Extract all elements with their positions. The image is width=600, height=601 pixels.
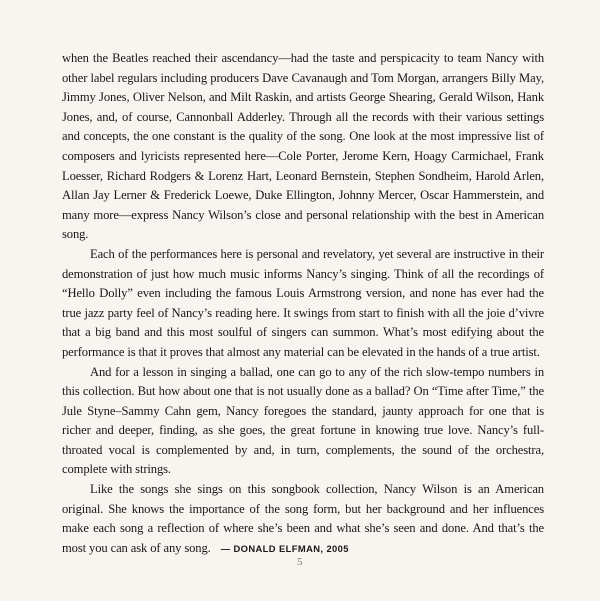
author-signature: — DONALD ELFMAN, 2005 — [220, 542, 349, 554]
paragraph-4-text: Like the songs she sings on this songbook collection, Nancy Wilson is an American original. She knows the importance of the song form, but her background and her influences make each song a reflection of where she’s been and what she’s seen and done. And that’s the most you can ask of any song. — [62, 482, 544, 555]
paragraph-3: And for a lesson in singing a ballad, one can go to any of the rich slow-tempo numbers in this collection. But how about one that is not usually done as a ballad? On “Time after Time,” the Jule Styne–Sammy Cahn gem, Nancy foregoes the standard, jaunty approach for one that is richer and deeper, finding, as she goes, the great fortune in knowing true love. Nancy’s full-throated vocal is complemented by and, in turn, complements, the sound of the orchestra, complete with strings. — [62, 364, 544, 477]
paragraph-4 — [62, 480, 544, 558]
paragraph-2: Each of the performances here is personal and revelatory, yet several are instructive in their demonstration of just how much music informs Nancy’s singing. Think of all the recordings of “Hello Dolly” even including the famous Louis Armstrong version, and none has ever had the true jazz party feel of Nancy’s reading here. It swings from start to finish with all the joie d’vivre that a big band and this most soulful of singers can summon. What’s most edifying about the performance is that it proves that almost any material can be elevated in the hands of a true artist. — [62, 246, 544, 359]
body-text — [62, 49, 544, 558]
page-number: 5 — [297, 556, 303, 568]
paragraph-1: when the Beatles reached their ascendancy—had the taste and perspicacity to team Nancy with other label regulars including producers Dave Cavanaugh and Tom Morgan, arrangers Billy May, Jimmy Jones, Oliver Nelson, and Milt Raskin, and artists George Shearing, Gerald Wilson, Hank Jones, and, of course, Cannonball Adderley. Through all the records with their various settings and concepts, the one constant is the quality of the song. One look at the most impressive list of composers and lyricists represented here—Cole Porter, Jerome Kern, Hoagy Carmichael, Frank Loesser, Richard Rodgers & Lorenz Hart, Leonard Bernstein, Stephen Sondheim, Harold Arlen, Allan Jay Lerner & Frederick Loewe, Duke Ellington, Johnny Mercer, Oscar Hammerstein, and many more—express Nancy Wilson’s close and personal relationship with the best in American song. — [62, 51, 544, 242]
